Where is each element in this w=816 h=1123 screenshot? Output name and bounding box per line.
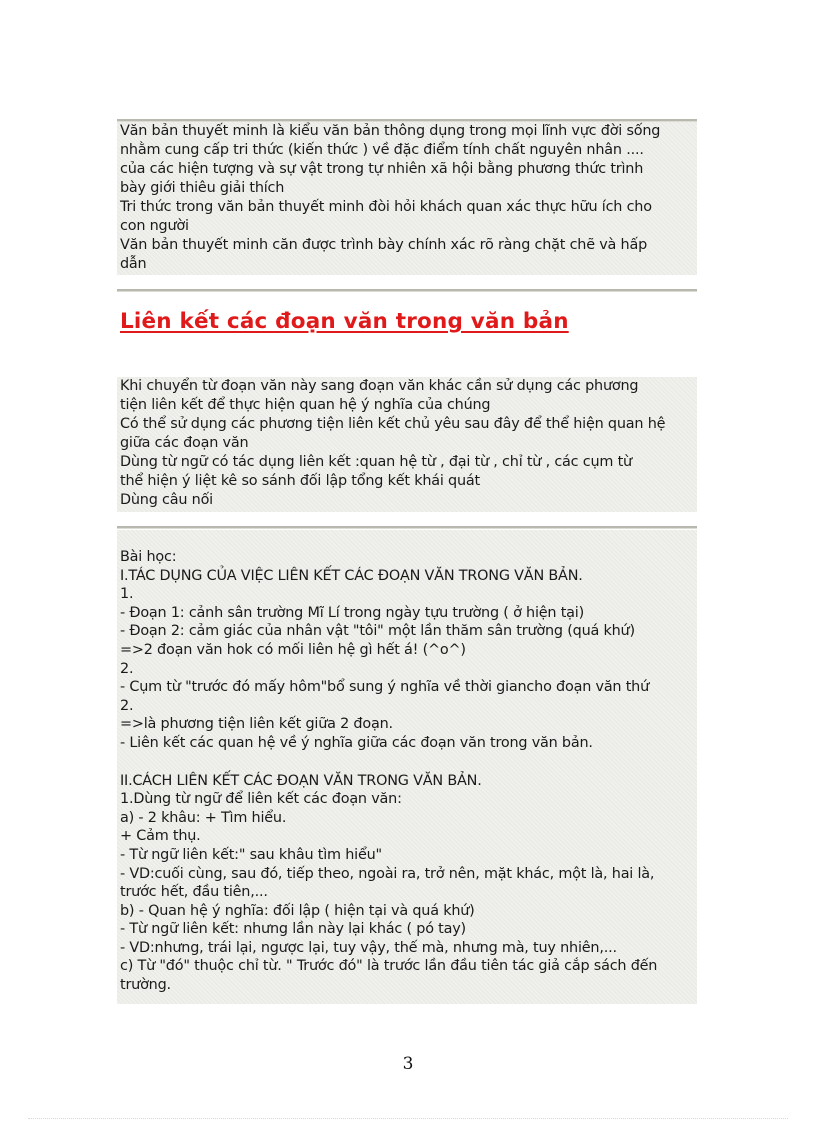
lesson-heading-1: I.TÁC DỤNG CỦA VIỆC LIÊN KẾT CÁC ĐOẠN VĂN TRONG VĂN BẢN. <box>120 567 583 584</box>
lesson-line: =>2 đoạn văn hok có mối liên hệ gì hết á! (^o^) <box>120 641 466 658</box>
lesson-label: Bài học: <box>120 549 177 565</box>
section-heading: Liên kết các đoạn văn trong văn bản <box>120 309 569 334</box>
lesson-line: 1.Dùng từ ngữ để liên kết các đoạn văn: <box>120 791 402 808</box>
lesson-line: + Cảm thụ. <box>120 828 201 845</box>
lesson-line: - VD:cuối cùng, sau đó, tiếp theo, ngoài ra, trở nên, mặt khác, một là, hai là, trước hết, đầu tiên,... <box>120 865 655 901</box>
lesson-spacer <box>117 753 697 772</box>
lesson-line: - Đoạn 2: cảm giác của nhân vật "tôi" một lần thăm sân trường (quá khứ) <box>120 623 635 640</box>
paragraph: Văn bản thuyết minh căn được trình bày chính xác rõ ràng chặt chẽ và hấp dẫn <box>120 237 648 272</box>
lesson-line: - Từ ngữ liên kết:" sau khâu tìm hiểu" <box>120 846 382 863</box>
lesson-heading-2: II.CÁCH LIÊN KẾT CÁC ĐOẠN VĂN TRONG VĂN BẢN. <box>120 772 482 789</box>
lesson-line: 1. <box>120 586 134 603</box>
paragraph: Dùng từ ngữ có tác dụng liên kết :quan hệ từ , đại từ , chỉ từ , các cụm từ thể hiện ý liệt kê so sánh đối lập tổng kết khái quát <box>120 454 632 489</box>
paragraph: Văn bản thuyết minh là kiểu văn bản thông dụng trong mọi lĩnh vực đời sống nhằm cung cấp tri thức (kiến thức ) về đặc điểm tính chất nguyên nhân .... của các hiện tượng và sự vật trong tự nhiên xã hội bằng phương thức trình bày giới thiêu giải thích <box>120 123 661 196</box>
paragraph: Tri thức trong văn bản thuyết minh đòi hỏi khách quan xác thực hữu ích cho con người <box>120 199 652 234</box>
lesson-line: c) Từ "đó" thuộc chỉ từ. " Trước đó" là trước lần đầu tiên tác giả cắp sách đến trường. <box>120 958 658 994</box>
page-bottom-border <box>28 1118 788 1119</box>
divider-lesson <box>117 526 697 529</box>
lesson-line: - VD:nhưng, trái lại, ngược lại, tuy vậy, thế mà, nhưng mà, tuy nhiên,... <box>120 939 617 956</box>
text-block-expository <box>117 122 697 275</box>
lesson-line: - Từ ngữ liên kết: nhưng lần này lại khác ( pó tay) <box>120 921 466 938</box>
page-number: 3 <box>402 1054 414 1074</box>
paragraph: Khi chuyển từ đoạn văn này sang đoạn văn khác cần sử dụng các phương tiện liên kết để thực hiện quan hệ ý nghĩa của chúng <box>120 378 639 413</box>
text-block-linking <box>117 377 697 512</box>
lesson-line: - Liên kết các quan hệ về ý nghĩa giữa các đoạn văn trong văn bản. <box>120 734 593 751</box>
lesson-line: - Cụm từ "trước đó mấy hôm"bổ sung ý nghĩa về thời giancho đoạn văn thứ 2. <box>120 679 650 714</box>
lesson-line: =>là phương tiện liên kết giữa 2 đoạn. <box>120 716 393 733</box>
paragraph: Có thể sử dụng các phương tiện liên kết chủ yêu sau đây để thể hiện quan hệ giữa các đoạn văn <box>120 416 666 451</box>
lesson-line: b) - Quan hệ ý nghĩa: đối lập ( hiện tại và quá khứ) <box>120 902 475 919</box>
lesson-line: - Đoạn 1: cảnh sân trường Mĩ Lí trong ngày tựu trường ( ở hiện tại) <box>120 604 584 621</box>
lesson-line: 2. <box>120 660 134 677</box>
lesson-line: a) - 2 khâu: + Tìm hiểu. <box>120 809 287 826</box>
paragraph: Dùng câu nối <box>120 492 213 508</box>
divider-before-heading <box>117 289 697 292</box>
text-block-lesson <box>117 530 697 1004</box>
